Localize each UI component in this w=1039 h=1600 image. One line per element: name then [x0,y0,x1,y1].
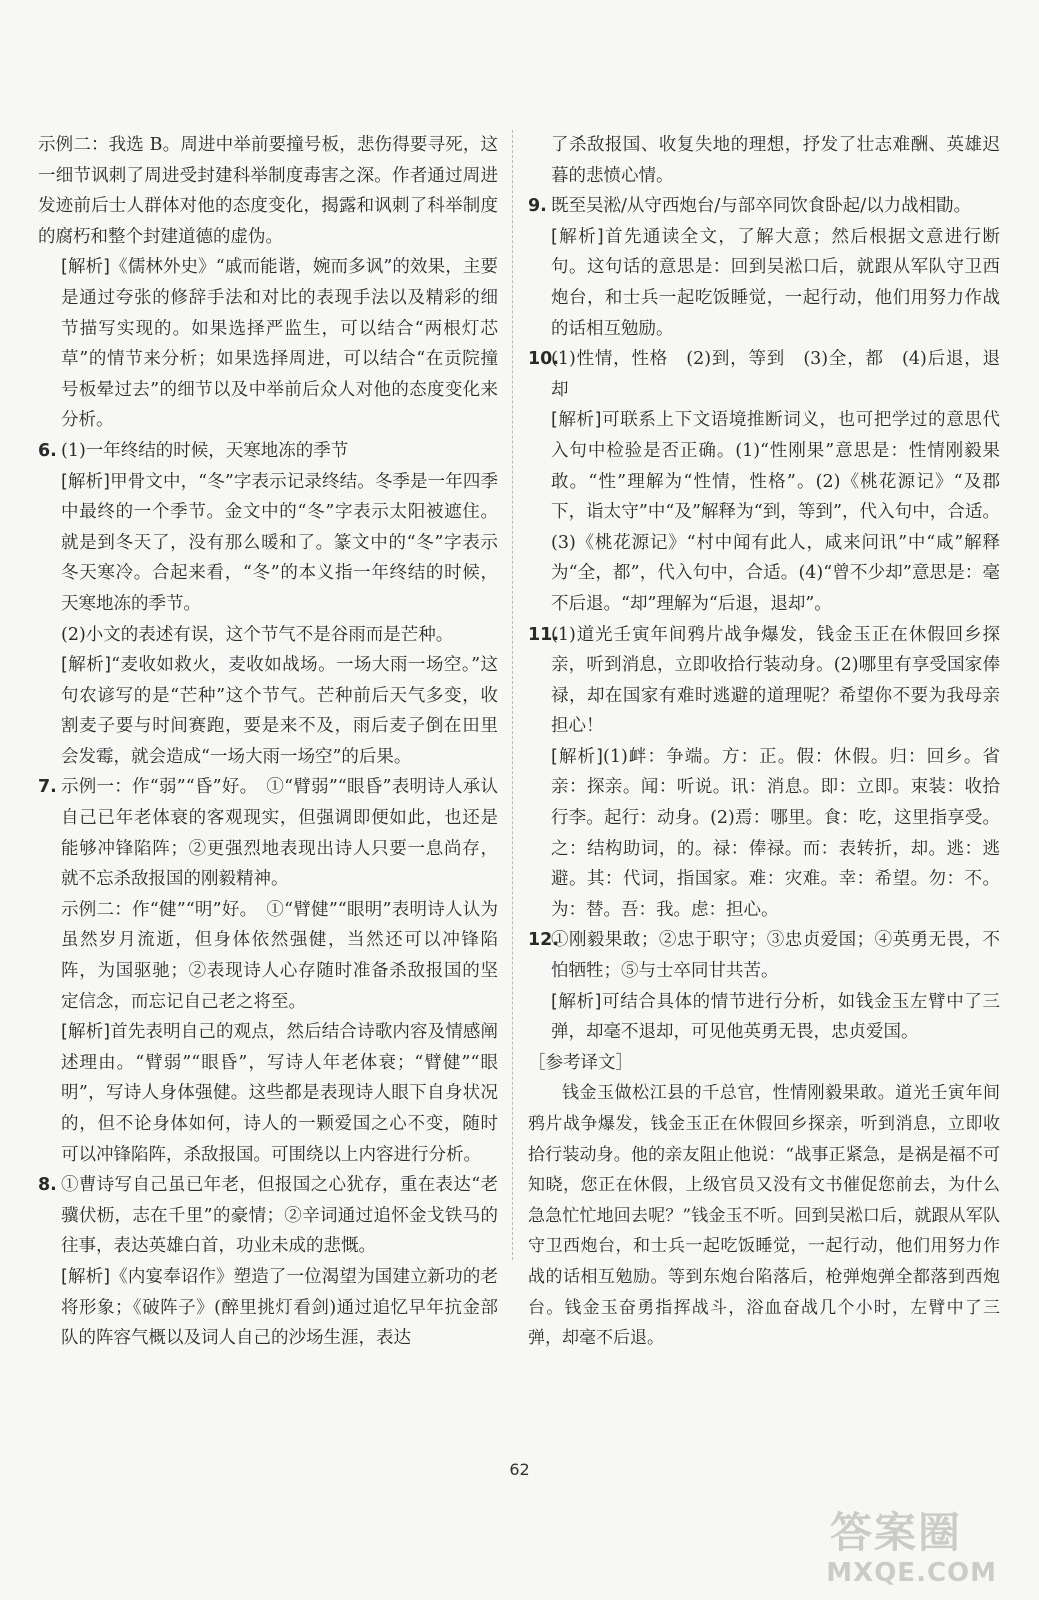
answer-6-2: (2)小文的表述有误，这个节气不是谷雨而是芒种。 [61,624,454,645]
answer-5-analysis [38,252,498,436]
analysis-tag: [解析] [61,257,110,278]
reference-translation-heading: ［参考译文］ [528,1052,633,1073]
analysis-text: “麦收如救火，麦收如战场。一场大雨一场空。”这句农谚写的是“芒种”这个节气。芒种前后天气多变，收割麦子要与时间赛跑，要是来不及，雨后麦子倒在田里会发霉，就会造成“一场大雨一场空”的后果。 [61,655,498,767]
analysis-tag: [解析] [61,1266,111,1287]
analysis-text: 《内宴奉诏作》塑造了一位渴望为国建立新功的老将形象；《破阵子》(醉里挑灯看剑)通过追忆早年抗金部队的阵容气概以及词人自己的沙场生涯，表达 [61,1266,499,1349]
answer-8: ①曹诗写自己虽已年老，但报国之心犹存，重在表达“老骥伏枥，志在千里”的豪情；②辛词通过追怀金戈铁马的往事，表达英雄白首，功业未成的悲慨。 [61,1175,498,1257]
analysis-tag: [解析] [551,991,602,1012]
question-number: 6. [38,440,57,461]
question-7 [38,772,498,1170]
answer-7-analysis [61,1017,498,1170]
analysis-text: 首先通读全文，了解大意；然后根据文意进行断句。这句话的意思是：回到吴淞口后，就跟从军队守卫西炮台，和士兵一起吃饭睡觉，一起行动，他们用努力作战的话相互勉励。 [551,226,1001,339]
question-12 [528,925,1000,1047]
answer-10: (1)性情，性格 (2)到，等到 (3)全，都 (4)后退，退却 [551,349,1000,400]
answer-8-continued: 了杀敌报国、收复失地的理想，抒发了壮志难酬、英雄迟暮的悲愤心情。 [551,135,1000,186]
page-number: 62 [509,1460,530,1479]
answer-7-example-1: 示例一：作“弱”“昏”好。 ①“臂弱”“眼昏”表明诗人承认自己已年老体衰的客观现实，但强调即便如此，也还是能够冲锋陷阵；②更强烈地表现出诗人只要一息尚存，就不忘杀敌报国的刚毅精神。 [61,777,498,890]
watermark-logo-text: 答案圈 [829,1508,962,1557]
reference-translation-text: 钱金玉做松江县的千总官，性情刚毅果敢。道光壬寅年间鸦片战争爆发，钱金玉正在休假回乡探亲，听到消息，立即收拾行装动身。他的亲友阻止他说：“战事正紧急，是祸是福不可知晓，您正在休假，上级官员又没有文书催促您前去，为什么急急忙忙地回去呢？”钱金玉不听。回到吴淞口后，就跟从军队守卫西炮台，和士兵一起吃饭睡觉，一起行动，他们用努力作战的话相互勉励。等到东炮台陷落后，枪弹炮弹全都落到西炮台。钱金玉奋勇指挥战斗，浴血奋战几个小时，左臂中了三弹，却毫不后退。 [528,1083,1000,1349]
answer-11-analysis [551,742,1000,926]
question-number: 12. [528,930,560,951]
analysis-tag: [解析] [61,655,112,676]
column-divider [512,130,513,1260]
analysis-tag: [解析] [551,226,604,247]
question-8 [38,1170,498,1354]
answer-6-2-analysis [61,650,498,772]
answer-10-analysis [551,405,1000,619]
answer-7-example-2: 示例二：作“健”“明”好。 ①“臂健”“眼明”表明诗人认为虽然岁月流逝，但身体依然强健，当然还可以冲锋陷阵，为国驱驰；②表现诗人心存随时准备杀敌报国的坚定信念，而忘记自己老之将至。 [61,899,498,1012]
question-number: 7. [38,777,57,798]
analysis-text: (1)衅：争端。方：正。假：休假。归：回乡。省亲：探亲。闻：听说。讯：消息。即：立即。束装：收拾行李。起行：动身。(2)焉：哪里。食：吃，这里指享受。之：结构助词，的。禄：俸禄。而：表转折，却。逃：逃避。其：代词，指国家。难：灾难。幸：希望。勿：不。为：替。吾：我。虑：担心。 [551,746,1001,920]
left-column [38,130,498,1354]
watermark-site: MXQE.COM [826,1558,997,1588]
answer-6-1: (1)一年终结的时候，天寒地冻的季节 [61,440,349,461]
right-column [528,130,1000,1354]
answer-9-analysis [551,222,1000,344]
question-number: 10. [528,349,560,370]
analysis-tag: [解析] [551,410,602,431]
analysis-text: 首先表明自己的观点，然后结合诗歌内容及情感阐述理由。“臂弱”“眼昏”，写诗人年老体衰；“臂健”“眼明”，写诗人身体强健。这些都是表现诗人眼下自身状况的，但不论身体如何，诗人的一颗爱国之心不变，随时可以冲锋陷阵，杀敌报国。可围绕以上内容进行分析。 [61,1022,499,1165]
analysis-tag: [解析] [61,1022,111,1043]
analysis-tag: [解析] [61,471,110,492]
question-6 [38,436,498,773]
question-number: 9. [528,196,547,217]
analysis-text: 甲骨文中，“冬”字表示记录终结。冬季是一年四季中最终的一个季节。金文中的“冬”字表示太阳被遮住。就是到冬天了，没有那么暖和了。篆文中的“冬”字表示冬天寒冷。合起来看，“冬”的本义指一年终结的时候，天寒地冻的季节。 [61,471,498,614]
answer-11: (1)道光壬寅年间鸦片战争爆发，钱金玉正在休假回乡探亲，听到消息，立即收拾行装动身。(2)哪里有享受国家俸禄，却在国家有难时逃避的道理呢？希望你不要为我母亲担心！ [551,624,1000,737]
question-9 [528,191,1000,344]
analysis-tag: [解析] [551,746,603,767]
question-10 [528,344,1000,619]
watermark-logo [717,1500,1017,1590]
analysis-text: 《儒林外史》“戚而能谐，婉而多讽”的效果，主要是通过夸张的修辞手法和对比的表现手法以及精彩的细节描写实现的。如果选择严监生，可以结合“两根灯芯草”的情节来分析；如果选择周进，可以结合“在贡院撞号板晕过去”的细节以及中举前后众人对他的态度变化来分析。 [61,257,498,431]
analysis-text: 可结合具体的情节进行分析，如钱金玉左臂中了三弹，却毫不退却，可见他英勇无畏，忠贞爱国。 [551,991,1001,1043]
answer-5-example-2: 示例二：我选 B。周进中举前要撞号板，悲伤得要寻死，这一细节讽刺了周进受封建科举制度毒害之深。作者通过周进发迹前后士人群体对他的态度变化，揭露和讽刺了科举制度的腐朽和整个封建道德的虚伪。 [38,135,498,247]
question-11 [528,620,1000,926]
answer-12-analysis [551,987,1000,1048]
answer-8-analysis [61,1262,498,1354]
question-number: 8. [38,1175,57,1196]
answer-12: ①刚毅果敢；②忠于职守；③忠贞爱国；④英勇无畏，不怕牺牲；⑤与士卒同甘共苦。 [551,930,1000,982]
answer-6-1-analysis [61,467,498,620]
answer-9: 既至吴淞/从守西炮台/与部卒同饮食卧起/以力战相勖。 [551,196,972,217]
analysis-text: 可联系上下文语境推断词义，也可把学过的意思代入句中检验是否正确。(1)“性刚果”意思是：性情刚毅果敢。“性”理解为“性情，性格”。(2)《桃花源记》“及郡下，诣太守”中“及”解释为“到，等到”，代入句中，合适。(3)《桃花源记》“村中闻有此人，咸来问讯”中“咸”解释为“全，都”，代入句中，合适。(4)“曾不少却”意思是：毫不后退。“却”理解为“后退，退却”。 [551,410,1001,614]
question-number: 11. [528,624,560,645]
